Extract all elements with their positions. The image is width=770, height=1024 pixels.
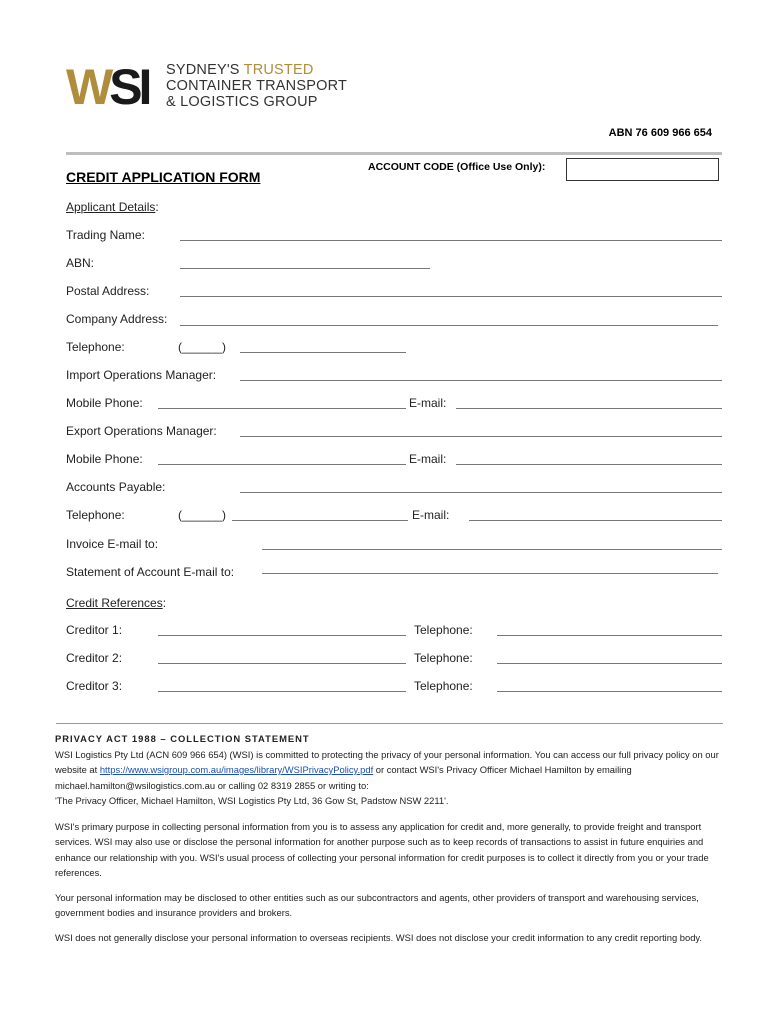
privacy-overseas-paragraph: WSI does not generally disclose your personal information to overseas recipients. WSI does not disclose your credit information to any credit reporting body.: [55, 931, 703, 943]
privacy-purpose-paragraph: WSI's primary purpose in collecting personal information from you is to assess any application for credit and, more generally, to provide freight and transport services. WSI may also use or disclose the personal information for another purpose such as to keep records of transactions to assist in future enquiries and enhance our relationship with you. WSI's usual process of collecting your personal information for credit purposes is to collect it directly from you or your trade references.: [55, 820, 709, 878]
header-divider: [66, 152, 722, 155]
privacy-text-1b: or contact WSI's Privacy Officer Michael Hamilton by emailing michael.hamilton@wsilogistics.com.au or calling 02 8319 2855 or writing to:: [55, 764, 632, 791]
invoice-email-label: Invoice E-mail to:: [66, 537, 159, 551]
abn-label: ABN:: [66, 256, 95, 270]
import-mobile-label: Mobile Phone:: [66, 396, 143, 410]
wsi-logo-mark: WSI: [66, 59, 149, 115]
statement-email-label: Statement of Account E-mail to:: [66, 565, 235, 579]
ap-telephone-field[interactable]: [232, 520, 408, 521]
form-title: CREDIT APPLICATION FORM: [66, 169, 261, 185]
trading-name-field[interactable]: [180, 240, 722, 241]
company-abn: ABN 76 609 966 654: [608, 127, 712, 139]
import-email-field[interactable]: [456, 408, 722, 409]
export-email-label: E-mail:: [409, 452, 447, 466]
creditor-3-label: Creditor 3:: [66, 679, 123, 693]
privacy-divider: [56, 723, 723, 724]
accounts-payable-field[interactable]: [240, 492, 722, 493]
import-manager-label: Import Operations Manager:: [66, 368, 217, 382]
creditor-2-telephone-field[interactable]: [497, 663, 722, 664]
account-code-label: ACCOUNT CODE (Office Use Only):: [368, 161, 546, 173]
company-address-field[interactable]: [180, 325, 718, 326]
privacy-statement: [55, 731, 735, 954]
privacy-policy-link[interactable]: https://www.wsigroup.com.au/images/library/WSIPrivacyPolicy.pdf: [99, 764, 374, 775]
telephone-label: Telephone:: [66, 340, 125, 354]
export-email-field[interactable]: [456, 464, 722, 465]
telephone-area-code-field[interactable]: (______): [178, 340, 227, 354]
import-manager-field[interactable]: [240, 380, 722, 381]
credit-references-heading: Credit References:: [66, 596, 167, 610]
creditor-1-field[interactable]: [158, 635, 406, 636]
import-email-label: E-mail:: [409, 396, 447, 410]
logo-tagline: SYDNEY'S TRUSTED CONTAINER TRANSPORT & LOGISTICS GROUP: [166, 62, 348, 110]
telephone-field[interactable]: [240, 352, 406, 353]
applicant-details-heading: Applicant Details:: [66, 200, 159, 214]
privacy-address: 'The Privacy Officer, Michael Hamilton, WSI Logistics Pty Ltd, 36 Gow St, Padstow NSW 2211'.: [55, 795, 449, 806]
creditor-1-telephone-label: Telephone:: [414, 623, 473, 637]
creditor-3-telephone-field[interactable]: [497, 691, 722, 692]
ap-email-label: E-mail:: [412, 508, 450, 522]
import-mobile-field[interactable]: [158, 408, 406, 409]
accounts-payable-label: Accounts Payable:: [66, 480, 166, 494]
company-address-label: Company Address:: [66, 312, 168, 326]
export-manager-label: Export Operations Manager:: [66, 424, 217, 438]
invoice-email-field[interactable]: [262, 549, 722, 550]
creditor-2-field[interactable]: [158, 663, 406, 664]
creditor-1-telephone-field[interactable]: [497, 635, 722, 636]
wsi-logo: [66, 59, 366, 115]
export-mobile-label: Mobile Phone:: [66, 452, 143, 466]
postal-address-label: Postal Address:: [66, 284, 150, 298]
creditor-3-field[interactable]: [158, 691, 406, 692]
trading-name-label: Trading Name:: [66, 228, 145, 242]
postal-address-field[interactable]: [180, 296, 722, 297]
privacy-disclosure-paragraph: Your personal information may be disclosed to other entities such as our subcontractors and agents, other providers of transport and warehousing services, government bodies and insurance providers and brokers.: [55, 891, 699, 918]
creditor-3-telephone-label: Telephone:: [414, 679, 473, 693]
creditor-2-label: Creditor 2:: [66, 651, 123, 665]
privacy-text-1: WSI Logistics Pty Ltd (ACN 609 966 654) (WSI) is committed to protecting the privacy of your personal information. You can access our full privacy policy on our website at: [55, 748, 719, 775]
account-code-field[interactable]: [566, 158, 719, 181]
ap-area-code-field[interactable]: (______): [178, 508, 227, 522]
export-mobile-field[interactable]: [158, 464, 406, 465]
export-manager-field[interactable]: [240, 436, 722, 437]
creditor-1-label: Creditor 1:: [66, 623, 123, 637]
ap-telephone-label: Telephone:: [66, 508, 125, 522]
statement-email-field[interactable]: [262, 573, 718, 574]
ap-email-field[interactable]: [469, 520, 722, 521]
creditor-2-telephone-label: Telephone:: [414, 651, 473, 665]
abn-field[interactable]: [180, 268, 430, 269]
privacy-heading: PRIVACY ACT 1988 – COLLECTION STATEMENT: [55, 733, 310, 744]
